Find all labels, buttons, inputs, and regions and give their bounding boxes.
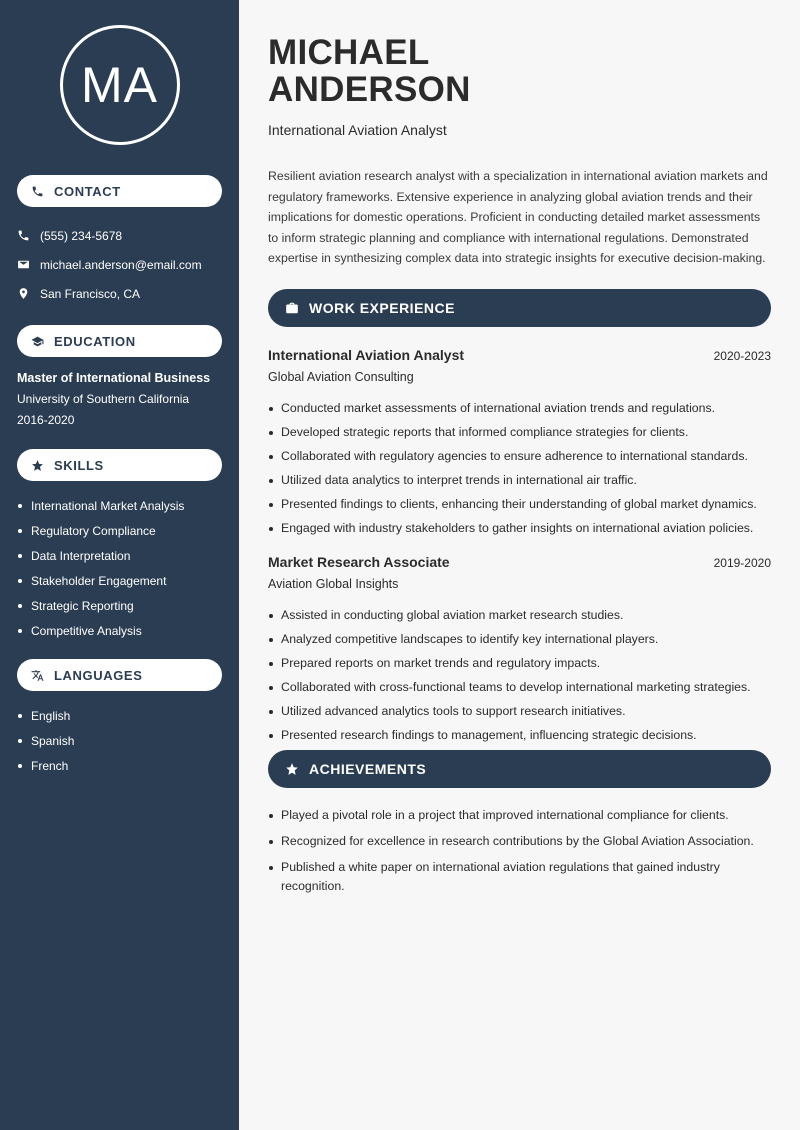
main-content [239, 0, 800, 1130]
list-item: Conducted market assessments of international aviation trends and regulations. [268, 399, 771, 418]
skills-heading-label: SKILLS [54, 457, 104, 473]
job-company: Aviation Global Insights [268, 576, 399, 591]
languages-list [17, 703, 222, 778]
job-header [268, 554, 771, 570]
star-icon [31, 459, 44, 472]
list-item: Published a white paper on international aviation regulations that gained industry recognition. [268, 858, 771, 896]
list-item: Developed strategic reports that informed compliance strategies for clients. [268, 423, 771, 442]
job-dates: 2019-2020 [713, 555, 771, 570]
education-heading-label: EDUCATION [54, 333, 136, 349]
phone-icon [31, 185, 44, 198]
list-item: French [17, 753, 222, 778]
list-item: Assisted in conducting global aviation market research studies. [268, 606, 771, 625]
achievements-heading-label: ACHIEVEMENTS [309, 760, 427, 777]
star-icon [285, 762, 299, 776]
map-pin-icon [17, 287, 30, 300]
list-item: Data Interpretation [17, 543, 222, 568]
list-item: Presented findings to clients, enhancing their understanding of global market dynamics. [268, 495, 771, 514]
list-item: Prepared reports on market trends and regulatory impacts. [268, 654, 771, 673]
contact-phone-text: (555) 234-5678 [40, 228, 123, 243]
job-title-headline: International Aviation Analyst [268, 122, 447, 138]
sidebar [0, 0, 239, 1130]
envelope-icon [17, 258, 30, 271]
work-experience-heading [268, 289, 771, 327]
list-item: English [17, 703, 222, 728]
job-title: Market Research Associate [268, 553, 450, 570]
list-item: Played a pivotal role in a project that improved international compliance for clients. [268, 806, 771, 825]
contact-heading [17, 175, 222, 207]
job-entry [268, 347, 771, 538]
list-item: International Market Analysis [17, 493, 222, 518]
education-years: 2016-2020 [17, 413, 75, 427]
list-item: Utilized data analytics to interpret trends in international air traffic. [268, 471, 771, 490]
translate-icon [31, 669, 44, 682]
list-item: Collaborated with cross-functional teams to develop international marketing strategies. [268, 678, 771, 697]
name-first: MICHAEL [268, 33, 430, 72]
contact-list [17, 221, 222, 308]
education-heading [17, 325, 222, 357]
list-item: Utilized advanced analytics tools to support research initiatives. [268, 702, 771, 721]
list-item: Strategic Reporting [17, 593, 222, 618]
skills-list [17, 493, 222, 643]
list-item: Collaborated with regulatory agencies to ensure adherence to international standards. [268, 447, 771, 466]
contact-location [17, 279, 222, 308]
job-company: Global Aviation Consulting [268, 369, 414, 384]
job-dates: 2020-2023 [713, 348, 771, 363]
list-item: Spanish [17, 728, 222, 753]
education-school: University of Southern California [17, 392, 190, 406]
achievements-heading [268, 750, 771, 788]
skills-heading [17, 449, 222, 481]
phone-icon [17, 229, 30, 242]
contact-email [17, 250, 222, 279]
list-item: Recognized for excellence in research contributions by the Global Aviation Association. [268, 832, 771, 851]
job-bullets [268, 606, 771, 745]
job-header [268, 347, 771, 363]
list-item: Presented research findings to management, influencing strategic decisions. [268, 726, 771, 745]
job-title: International Aviation Analyst [268, 346, 465, 363]
education-degree: Master of International Business [17, 371, 211, 385]
list-item: Engaged with industry stakeholders to gather insights on international aviation policies. [268, 519, 771, 538]
job-entry [268, 554, 771, 745]
contact-location-text: San Francisco, CA [40, 286, 141, 301]
name-last: ANDERSON [268, 70, 471, 109]
contact-email-text: michael.anderson@email.com [40, 257, 202, 272]
monogram-avatar: MA [60, 25, 180, 145]
achievements-list [268, 806, 771, 896]
graduation-cap-icon [31, 335, 44, 348]
list-item: Analyzed competitive landscapes to identify key international players. [268, 630, 771, 649]
languages-heading-label: LANGUAGES [54, 667, 143, 683]
work-experience-heading-label: WORK EXPERIENCE [309, 299, 455, 316]
languages-heading [17, 659, 222, 691]
person-name [268, 34, 771, 108]
profile-summary: Resilient aviation research analyst with a specialization in international aviation markets and regulatory frameworks. Extensive experience in analyzing global aviation trends and their implications for domestic operations. Proficient in conducting detailed market assessments to inform strategic planning and compliance with international regulations. Demonstrated expertise in synthesizing complex data into strategic insights for executive decision-making. [268, 169, 768, 265]
list-item: Competitive Analysis [17, 618, 222, 643]
job-bullets [268, 399, 771, 538]
contact-heading-label: CONTACT [54, 183, 121, 199]
list-item: Regulatory Compliance [17, 518, 222, 543]
list-item: Stakeholder Engagement [17, 568, 222, 593]
contact-phone [17, 221, 222, 250]
briefcase-icon [285, 301, 299, 315]
